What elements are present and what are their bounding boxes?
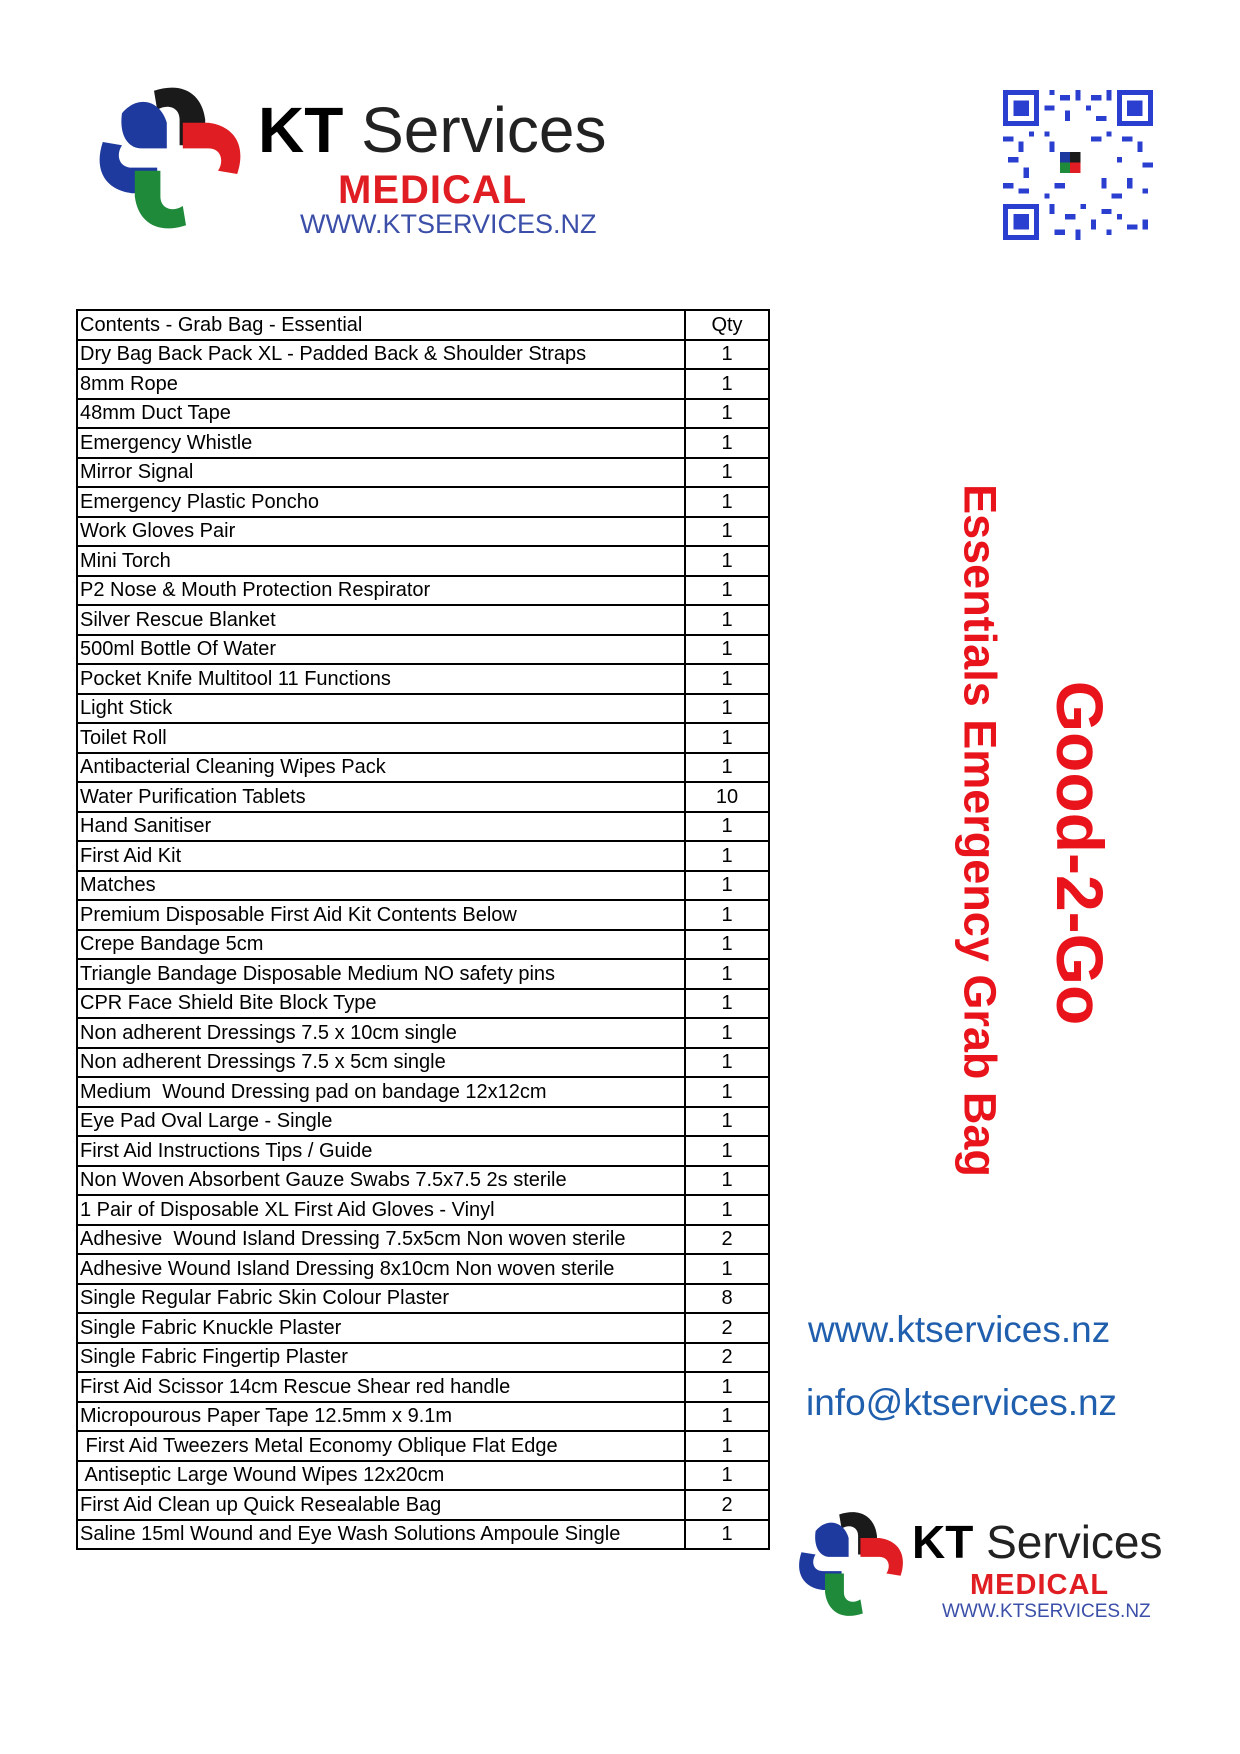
logo-wordmark — [912, 1516, 1163, 1568]
table-row — [77, 1343, 769, 1373]
table-row — [77, 1254, 769, 1284]
row-item: First Aid Instructions Tips / Guide — [77, 1136, 685, 1166]
row-item: Crepe Bandage 5cm — [77, 930, 685, 960]
row-item: Triangle Bandage Disposable Medium NO safety pins — [77, 959, 685, 989]
table-row — [77, 605, 769, 635]
row-item: CPR Face Shield Bite Block Type — [77, 989, 685, 1019]
row-qty: 1 — [685, 1372, 769, 1402]
table-row — [77, 1136, 769, 1166]
row-qty: 1 — [685, 458, 769, 488]
row-qty: 1 — [685, 1520, 769, 1550]
row-item: Eye Pad Oval Large - Single — [77, 1107, 685, 1137]
row-qty: 1 — [685, 664, 769, 694]
row-qty: 1 — [685, 959, 769, 989]
row-item: First Aid Tweezers Metal Economy Oblique Flat Edge — [77, 1431, 685, 1461]
row-item: Premium Disposable First Aid Kit Contents Below — [77, 900, 685, 930]
logo-kt: KT — [258, 94, 344, 166]
row-item: Saline 15ml Wound and Eye Wash Solutions Ampoule Single — [77, 1520, 685, 1550]
row-qty: 1 — [685, 340, 769, 370]
row-item: Light Stick — [77, 694, 685, 724]
table-row — [77, 723, 769, 753]
row-item: Mirror Signal — [77, 458, 685, 488]
kt-services-cross-logo-icon — [792, 1505, 910, 1623]
row-qty: 1 — [685, 930, 769, 960]
row-qty: 1 — [685, 1254, 769, 1284]
row-qty: 1 — [685, 1195, 769, 1225]
row-item: Non adherent Dressings 7.5 x 10cm single — [77, 1018, 685, 1048]
row-item: Water Purification Tablets — [77, 782, 685, 812]
company-logo-top — [90, 78, 610, 248]
row-item: 48mm Duct Tape — [77, 399, 685, 429]
row-item: Non Woven Absorbent Gauze Swabs 7.5x7.5 2s sterile — [77, 1166, 685, 1196]
row-item: Mini Torch — [77, 546, 685, 576]
row-item: P2 Nose & Mouth Protection Respirator — [77, 576, 685, 606]
row-item: Emergency Plastic Poncho — [77, 487, 685, 517]
table-row — [77, 487, 769, 517]
row-item: Antiseptic Large Wound Wipes 12x20cm — [77, 1461, 685, 1491]
table-row — [77, 340, 769, 370]
row-qty: 1 — [685, 753, 769, 783]
row-qty: 2 — [685, 1225, 769, 1255]
company-logo-bottom — [792, 1505, 1162, 1630]
table-row — [77, 1048, 769, 1078]
table-row — [77, 1372, 769, 1402]
table-row — [77, 428, 769, 458]
row-qty: 1 — [685, 900, 769, 930]
row-qty: 1 — [685, 635, 769, 665]
table-row — [77, 812, 769, 842]
table-row — [77, 930, 769, 960]
table-row — [77, 1107, 769, 1137]
table-row — [77, 1284, 769, 1314]
row-qty: 1 — [685, 812, 769, 842]
title-good-2-go: Good-2-Go — [1043, 680, 1117, 1026]
row-item: 500ml Bottle Of Water — [77, 635, 685, 665]
row-item: Non adherent Dressings 7.5 x 5cm single — [77, 1048, 685, 1078]
table-row — [77, 782, 769, 812]
row-item: 1 Pair of Disposable XL First Aid Gloves - Vinyl — [77, 1195, 685, 1225]
row-qty: 1 — [685, 487, 769, 517]
table-row — [77, 753, 769, 783]
row-qty: 1 — [685, 1166, 769, 1196]
row-qty: 1 — [685, 517, 769, 547]
table-row — [77, 694, 769, 724]
row-qty: 1 — [685, 399, 769, 429]
kt-services-cross-logo-icon — [90, 78, 250, 238]
row-qty: 1 — [685, 1136, 769, 1166]
table-row — [77, 900, 769, 930]
row-qty: 10 — [685, 782, 769, 812]
logo-medical: MEDICAL — [338, 168, 528, 212]
row-item: Dry Bag Back Pack XL - Padded Back & Shoulder Straps — [77, 340, 685, 370]
table-row — [77, 399, 769, 429]
header-item: Contents - Grab Bag - Essential — [77, 310, 685, 340]
row-item: Emergency Whistle — [77, 428, 685, 458]
contents-table — [76, 309, 770, 1550]
table-row — [77, 369, 769, 399]
row-qty: 1 — [685, 576, 769, 606]
table-row — [77, 959, 769, 989]
table-row — [77, 1520, 769, 1550]
row-qty: 1 — [685, 1077, 769, 1107]
table-row — [77, 1018, 769, 1048]
row-item: First Aid Scissor 14cm Rescue Shear red handle — [77, 1372, 685, 1402]
row-qty: 1 — [685, 723, 769, 753]
title-essentials-grab-bag: Essentials Emergency Grab Bag — [954, 484, 1006, 1177]
table-row — [77, 989, 769, 1019]
table-row — [77, 517, 769, 547]
logo-wordmark — [258, 94, 607, 166]
table-row — [77, 871, 769, 901]
row-qty: 1 — [685, 1018, 769, 1048]
table-row — [77, 458, 769, 488]
row-qty: 1 — [685, 841, 769, 871]
row-qty: 1 — [685, 1107, 769, 1137]
table-row — [77, 1225, 769, 1255]
row-qty: 1 — [685, 546, 769, 576]
row-item: 8mm Rope — [77, 369, 685, 399]
row-qty: 1 — [685, 1048, 769, 1078]
logo-url: WWW.KTSERVICES.NZ — [942, 1601, 1151, 1622]
table-row — [77, 841, 769, 871]
qr-code-icon — [1003, 90, 1153, 240]
row-qty: 1 — [685, 989, 769, 1019]
row-item: Toilet Roll — [77, 723, 685, 753]
row-item: Medium Wound Dressing pad on bandage 12x12cm — [77, 1077, 685, 1107]
contact-website: www.ktservices.nz — [808, 1309, 1111, 1350]
contact-email: info@ktservices.nz — [806, 1382, 1118, 1423]
table-row — [77, 1402, 769, 1432]
row-qty: 1 — [685, 1431, 769, 1461]
row-qty: 1 — [685, 1461, 769, 1491]
row-qty: 8 — [685, 1284, 769, 1314]
logo-kt: KT — [912, 1516, 974, 1568]
row-item: Adhesive Wound Island Dressing 8x10cm Non woven sterile — [77, 1254, 685, 1284]
row-qty: 1 — [685, 605, 769, 635]
row-item: Single Regular Fabric Skin Colour Plaster — [77, 1284, 685, 1314]
table-row — [77, 1461, 769, 1491]
row-item: First Aid Clean up Quick Resealable Bag — [77, 1490, 685, 1520]
table-row — [77, 1166, 769, 1196]
row-item: First Aid Kit — [77, 841, 685, 871]
table-row — [77, 664, 769, 694]
row-qty: 1 — [685, 871, 769, 901]
row-item: Silver Rescue Blanket — [77, 605, 685, 635]
row-item: Micropourous Paper Tape 12.5mm x 9.1m — [77, 1402, 685, 1432]
logo-services: Services — [973, 1516, 1163, 1568]
logo-medical: MEDICAL — [970, 1569, 1110, 1601]
table-row — [77, 1431, 769, 1461]
row-qty: 2 — [685, 1490, 769, 1520]
table-row — [77, 576, 769, 606]
table-row — [77, 1313, 769, 1343]
logo-services: Services — [343, 94, 607, 166]
table-row — [77, 546, 769, 576]
row-item: Pocket Knife Multitool 11 Functions — [77, 664, 685, 694]
row-qty: 1 — [685, 694, 769, 724]
table-row — [77, 1490, 769, 1520]
row-qty: 2 — [685, 1343, 769, 1373]
logo-url: WWW.KTSERVICES.NZ — [300, 209, 597, 239]
row-item: Single Fabric Fingertip Plaster — [77, 1343, 685, 1373]
row-qty: 1 — [685, 369, 769, 399]
row-item: Work Gloves Pair — [77, 517, 685, 547]
table-row — [77, 1077, 769, 1107]
table-header-row — [77, 310, 769, 340]
row-qty: 1 — [685, 428, 769, 458]
row-item: Adhesive Wound Island Dressing 7.5x5cm Non woven sterile — [77, 1225, 685, 1255]
row-item: Matches — [77, 871, 685, 901]
table-row — [77, 1195, 769, 1225]
row-item: Hand Sanitiser — [77, 812, 685, 842]
row-qty: 1 — [685, 1402, 769, 1432]
row-qty: 2 — [685, 1313, 769, 1343]
table-row — [77, 635, 769, 665]
row-item: Antibacterial Cleaning Wipes Pack — [77, 753, 685, 783]
header-qty: Qty — [685, 310, 769, 340]
row-item: Single Fabric Knuckle Plaster — [77, 1313, 685, 1343]
